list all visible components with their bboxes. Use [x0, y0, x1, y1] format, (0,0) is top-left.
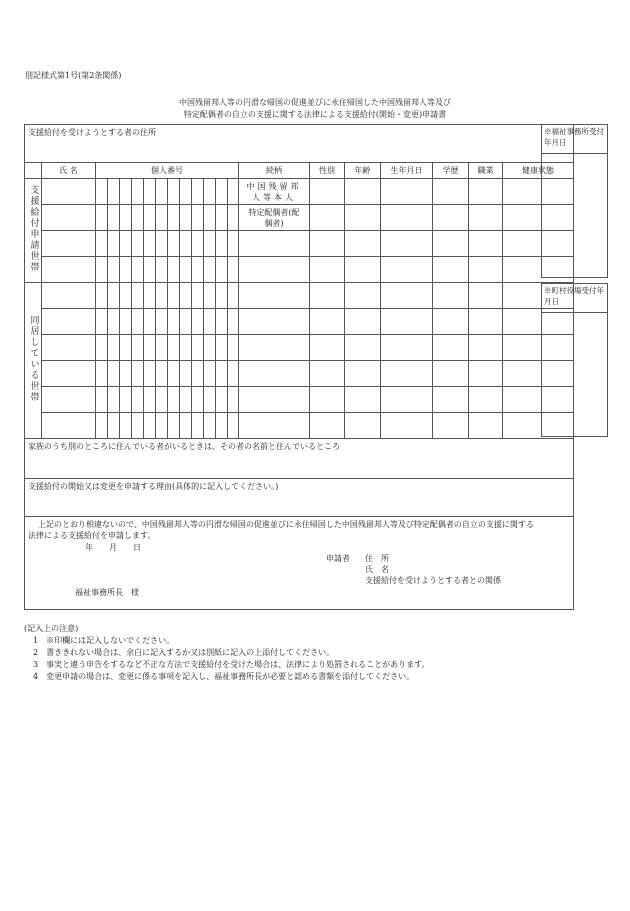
application-table — [24, 124, 574, 610]
name-cell[interactable] — [42, 179, 96, 205]
name-cell[interactable] — [42, 205, 96, 231]
name-cell[interactable] — [42, 257, 96, 283]
header-education: 学歴 — [433, 163, 469, 179]
application-reason-label: 支援給付の開始又は変更を申請する理由(具体的に記入してください。) — [28, 482, 279, 491]
note-text: 書ききれない場合は、余白に記入するか又は別紙に記入の上添付してください。 — [46, 648, 335, 657]
form-title-line1: 中国残留邦人等の円滑な帰国の促進並びに永住帰国した中国残留邦人等及び — [179, 98, 451, 107]
welfare-office-date-label: ※福祉事務所受付年月日 — [542, 125, 607, 154]
welfare-office-receipt-box — [541, 124, 608, 278]
header-birthdate: 生年月日 — [381, 163, 433, 179]
municipal-office-date-label: ※町村役場受付年月日 — [542, 284, 607, 313]
form-number: 別記様式第1号(第2条関係) — [25, 71, 122, 80]
note-number: 1 — [33, 636, 39, 645]
applicant-address-field: 住 所 — [365, 554, 389, 563]
applicant-name-field: 氏 名 — [365, 565, 389, 574]
note-item — [33, 635, 429, 646]
name-cell[interactable] — [42, 335, 96, 361]
municipal-office-receipt-box — [541, 283, 608, 437]
applicant-household-label: 支援給付申請世帯 — [28, 185, 39, 273]
application-date: 年 月 日 — [85, 543, 141, 552]
note-number: 2 — [33, 648, 39, 657]
notes-heading: (記入上の注意) — [24, 624, 79, 633]
name-cell[interactable] — [42, 231, 96, 257]
name-cell[interactable] — [42, 309, 96, 335]
family-elsewhere-label: 家族のうち別のところに住んでいる者がいるときは、その者の名前と住んでいるところ — [28, 442, 340, 451]
relation-self: 中国残留邦人等本人 — [239, 179, 310, 205]
notes-list — [33, 635, 429, 682]
name-cell[interactable] — [42, 283, 96, 309]
relation-spouse: 特定配偶者(配偶者) — [239, 205, 310, 231]
applicant-relation-field: 支援給付を受けようとする者との関係 — [365, 576, 501, 585]
name-cell[interactable] — [42, 361, 96, 387]
header-age: 年齢 — [345, 163, 381, 179]
note-text: 事実と違う申告をするなど不正な方法で支援給付を受けた場合は、法律により処罰されることがあります。 — [46, 660, 430, 669]
declaration-text: 上記のとおり相違ないので、中国残留邦人等の円滑な帰国の促進並びに永住帰国した中国残留邦人等及び特定配偶者の自立の支援に関する法律による支援給付を申請します。 — [28, 520, 534, 540]
header-personal-number: 個人番号 — [96, 163, 239, 179]
note-number: 3 — [33, 660, 39, 669]
note-item — [33, 659, 429, 670]
note-number: 4 — [33, 672, 39, 681]
header-name: 氏 名 — [42, 163, 96, 179]
cohabiting-household-label: 同居している世帯 — [28, 315, 39, 403]
form-title-line2: 特定配偶者の自立の支援に関する法律による支援給付(開始・変更)申請書 — [183, 110, 447, 119]
name-cell[interactable] — [42, 387, 96, 413]
name-cell[interactable] — [42, 413, 96, 439]
header-health: 健康状態 — [503, 163, 574, 179]
header-occupation: 職業 — [469, 163, 503, 179]
note-item — [33, 647, 429, 658]
addressee: 福祉事務所長 様 — [75, 588, 139, 597]
note-text: ※印欄には記入しないでください。 — [46, 636, 175, 645]
applicant-address-label: 支援給付を受けようとする者の住所 — [28, 128, 156, 137]
applicant-prefix: 申請者 — [326, 554, 350, 563]
note-item — [33, 671, 429, 682]
header-sex: 性別 — [310, 163, 345, 179]
note-text: 変更申請の場合は、変更に係る事項を記入し、福祉事務所長が必要と認める書類を添付してください。 — [46, 672, 415, 681]
header-relation: 続柄 — [239, 163, 310, 179]
